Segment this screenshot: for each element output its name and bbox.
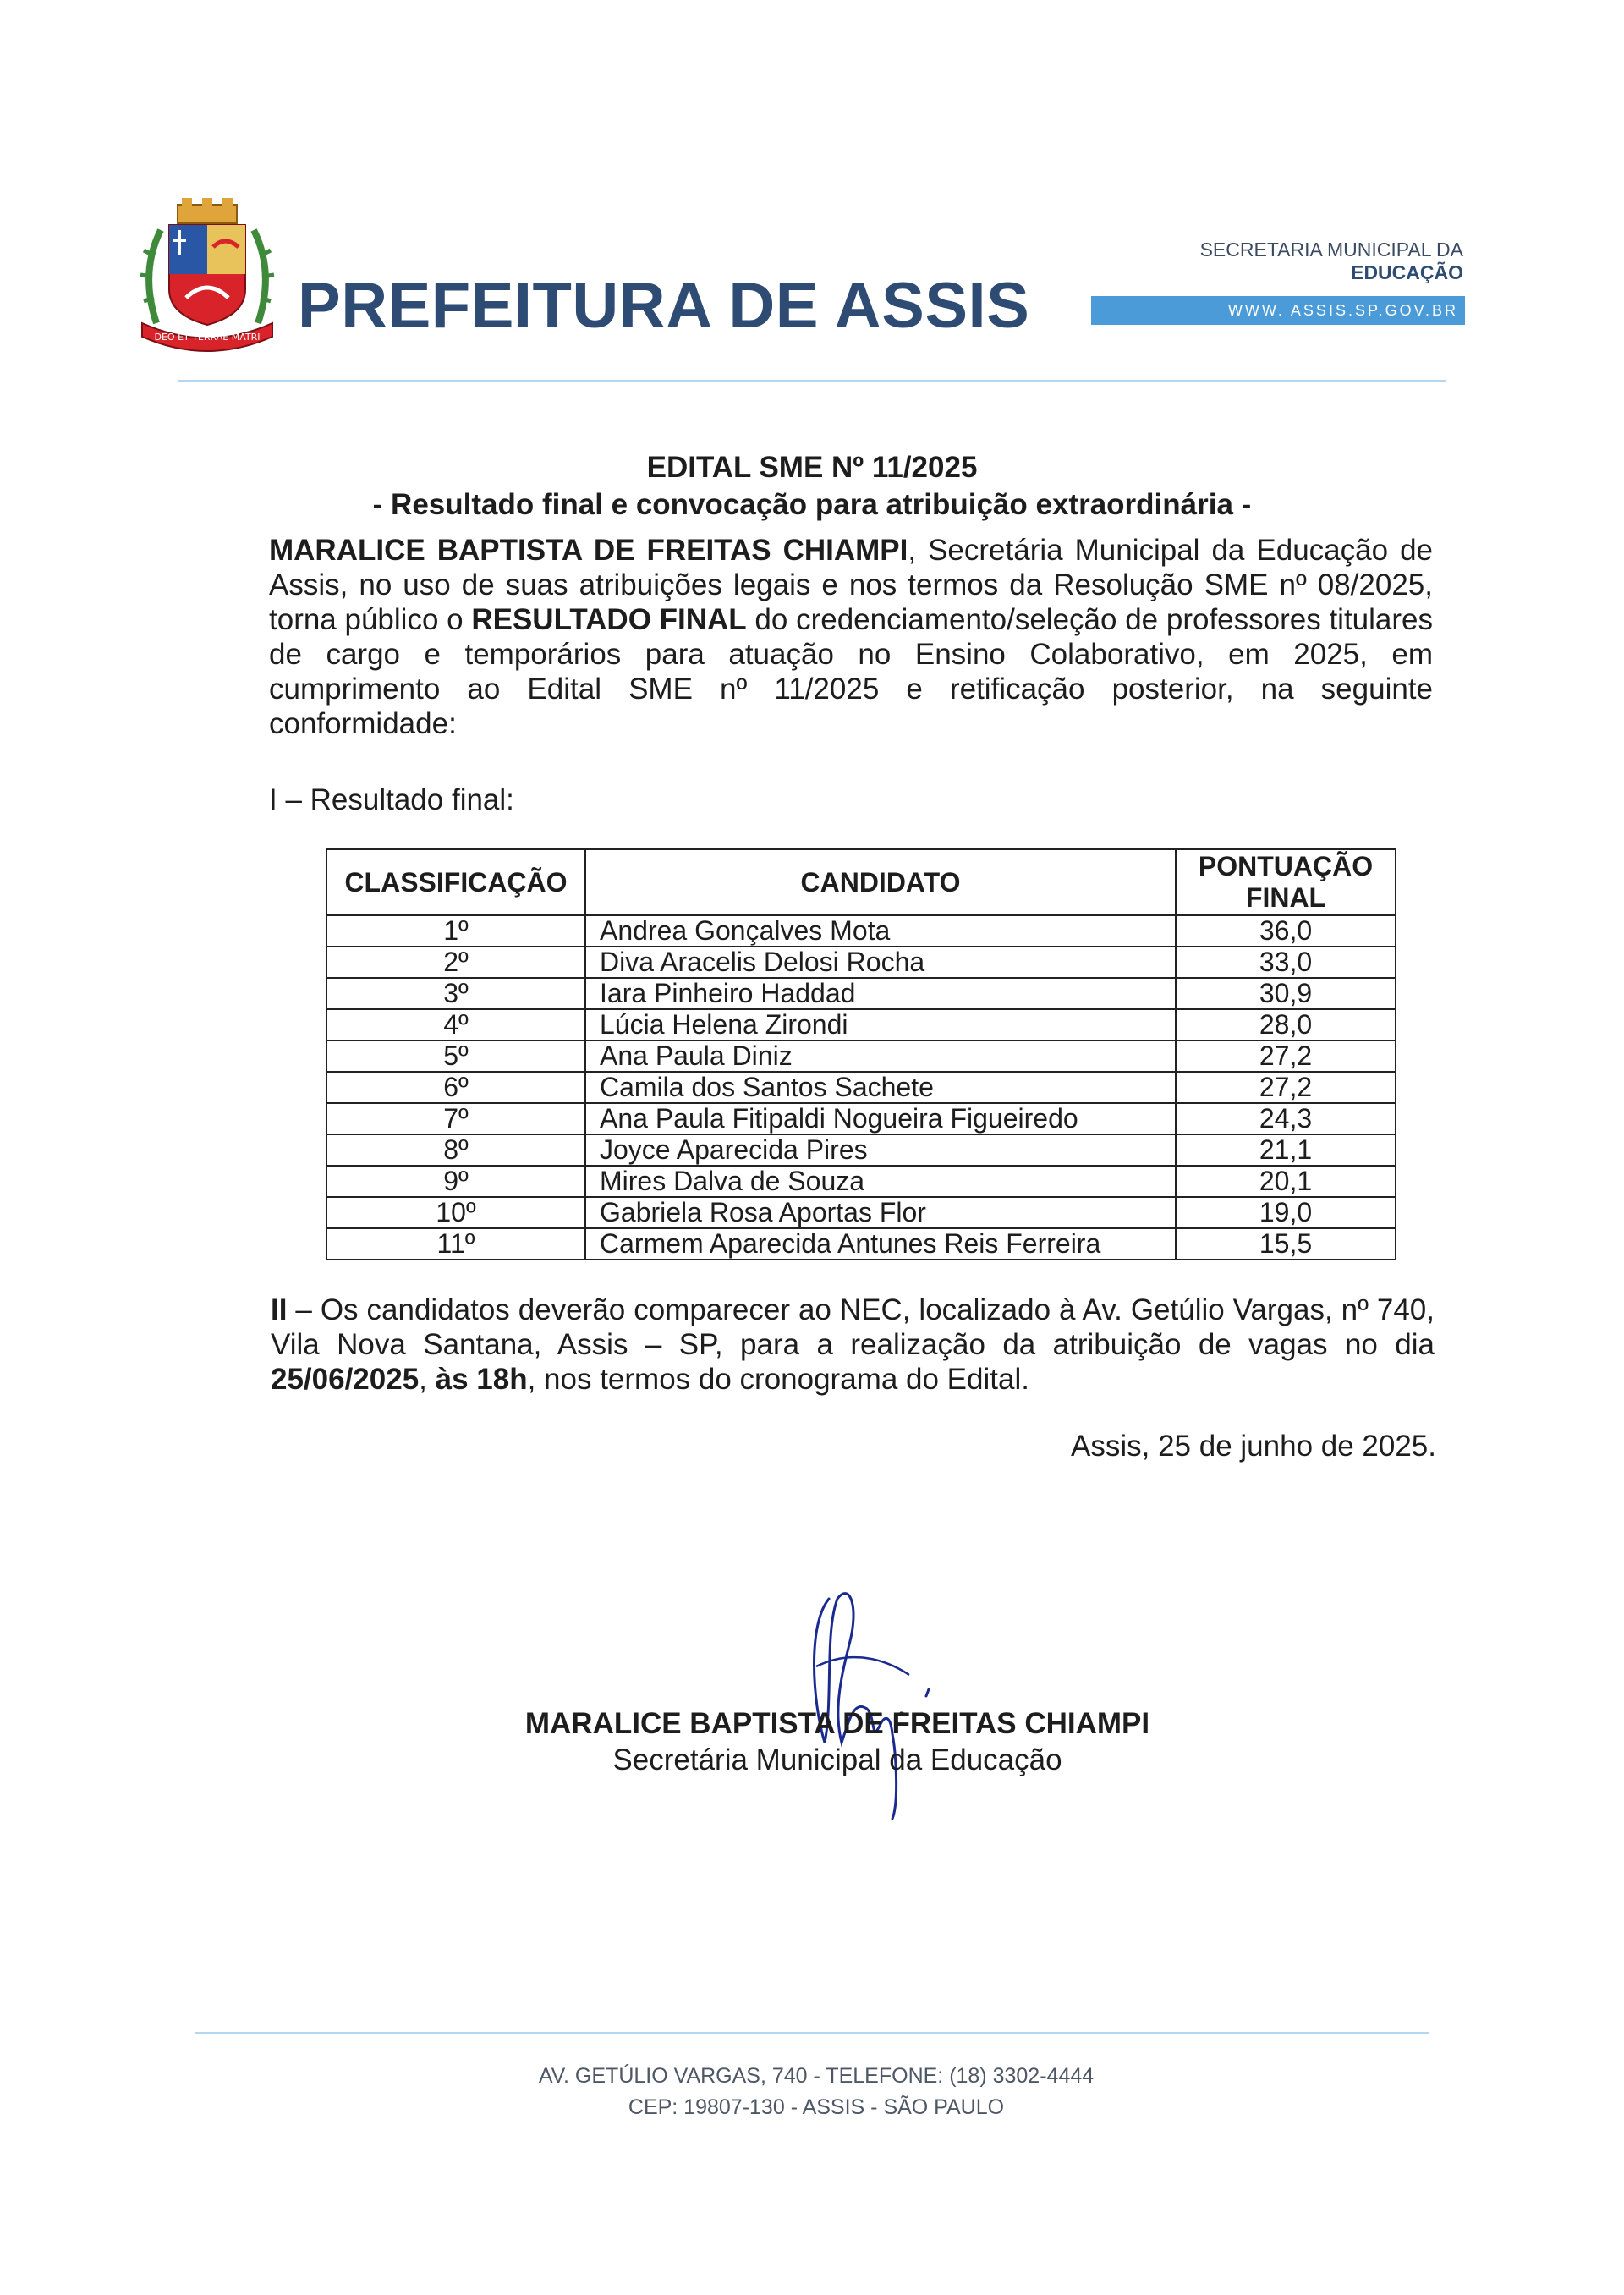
footer-address-line-2: CEP: 19807-130 - ASSIS - SÃO PAULO: [628, 2095, 1005, 2119]
candidate-cell: Mires Dalva de Souza: [585, 1166, 1176, 1197]
section-2-text-2: , nos termos do cronograma do Edital.: [527, 1363, 1029, 1396]
rank-cell: 3º: [326, 978, 585, 1009]
score-cell: 20,1: [1176, 1166, 1396, 1197]
candidate-cell: Ana Paula Fitipaldi Nogueira Figueiredo: [585, 1103, 1176, 1134]
table-row: [326, 1166, 1396, 1197]
header-pontuacao: PONTUAÇÃO FINAL: [1176, 849, 1396, 915]
candidate-cell: Lúcia Helena Zirondi: [585, 1009, 1176, 1040]
score-cell: 19,0: [1176, 1197, 1396, 1228]
intro-text-1: , Secretária Municipal da Educação de Assis, no uso de suas atribuições legais e nos termos da Resolução SME nº 08/2025, torna público o: [269, 534, 1433, 636]
section-1-label: I – Resultado final:: [269, 783, 514, 816]
rank-cell: 10º: [326, 1197, 585, 1228]
header-classificacao: CLASSIFICAÇÃO: [326, 849, 585, 915]
table-row: [326, 978, 1396, 1009]
dateline: Assis, 25 de junho de 2025.: [1071, 1430, 1436, 1463]
footer-divider: [195, 2032, 1429, 2034]
intro-paragraph: [269, 533, 1433, 741]
candidate-cell: Ana Paula Diniz: [585, 1040, 1176, 1072]
rank-cell: 7º: [326, 1103, 585, 1134]
header-candidato: CANDIDATO: [585, 849, 1176, 915]
rank-cell: 6º: [326, 1072, 585, 1103]
score-cell: 27,2: [1176, 1040, 1396, 1072]
table-row: [326, 1228, 1396, 1260]
coat-of-arms-logo: [135, 196, 279, 357]
document-subtitle: - Resultado final e convocação para atribuição extraordinária -: [372, 488, 1252, 521]
candidate-cell: Andrea Gonçalves Mota: [585, 915, 1176, 947]
score-cell: 15,5: [1176, 1228, 1396, 1260]
score-cell: 27,2: [1176, 1072, 1396, 1103]
candidate-cell: Diva Aracelis Delosi Rocha: [585, 947, 1176, 978]
rank-cell: 11º: [326, 1228, 585, 1260]
table-row: [326, 947, 1396, 978]
website-text: WWW. ASSIS.SP.GOV.BR: [1227, 302, 1458, 319]
score-cell: 28,0: [1176, 1009, 1396, 1040]
section-2-date: 25/06/2025: [271, 1363, 420, 1396]
rank-cell: 9º: [326, 1166, 585, 1197]
intro-name: MARALICE BAPTISTA DE FREITAS CHIAMPI: [269, 534, 908, 567]
signatory-role: Secretária Municipal da Educação: [612, 1743, 1062, 1776]
header-divider: [178, 380, 1446, 382]
results-table: [326, 848, 1396, 1260]
coat-motto: DEO ET TERRAE MATRI: [154, 332, 261, 343]
table-row: [326, 1072, 1396, 1103]
candidate-cell: Iara Pinheiro Haddad: [585, 978, 1176, 1009]
table-row: [326, 1134, 1396, 1166]
signatory-name: MARALICE BAPTISTA DE FREITAS CHIAMPI: [524, 1707, 1150, 1740]
section-2-text-1: – Os candidatos deverão comparecer ao NEC, localizado à Av. Getúlio Vargas, nº 740, Vila Nova Santana, Assis – SP, para a realização da atribuição de vagas no dia: [271, 1293, 1435, 1361]
intro-text-2: do credenciamento/seleção de professores titulares de cargo e temporários para atuação no Ensino Colaborativo, em 2025, em cumprimento ao Edital SME nº 11/2025 e retificação posterior, na seguinte conformidade:: [269, 603, 1433, 740]
score-cell: 36,0: [1176, 915, 1396, 947]
score-cell: 30,9: [1176, 978, 1396, 1009]
table-row: [326, 1040, 1396, 1072]
table-row: [326, 1009, 1396, 1040]
document-title: EDITAL SME Nº 11/2025: [646, 451, 978, 484]
table-row: [326, 915, 1396, 947]
section-2-sep: ,: [419, 1363, 436, 1396]
section-2-paragraph: [271, 1293, 1435, 1397]
score-cell: 21,1: [1176, 1134, 1396, 1166]
rank-cell: 5º: [326, 1040, 585, 1072]
candidate-cell: Joyce Aparecida Pires: [585, 1134, 1176, 1166]
section-2-label: II: [271, 1293, 288, 1326]
intro-highlight: RESULTADO FINAL: [471, 603, 747, 636]
rank-cell: 8º: [326, 1134, 585, 1166]
handwritten-signature: [791, 1573, 960, 1827]
prefeitura-brand-title: PREFEITURA DE ASSIS: [298, 270, 1030, 342]
section-2-time: às 18h: [435, 1363, 528, 1396]
table-row: [326, 1103, 1396, 1134]
department-line-1: SECRETARIA MUNICIPAL DA: [1199, 239, 1463, 261]
rank-cell: 2º: [326, 947, 585, 978]
score-cell: 33,0: [1176, 947, 1396, 978]
candidate-cell: Gabriela Rosa Aportas Flor: [585, 1197, 1176, 1228]
table-row: [326, 1197, 1396, 1228]
rank-cell: 4º: [326, 1009, 585, 1040]
candidate-cell: Carmem Aparecida Antunes Reis Ferreira: [585, 1228, 1176, 1260]
department-line-2: EDUCAÇÃO: [1351, 261, 1463, 283]
footer-address-line-1: AV. GETÚLIO VARGAS, 740 - TELEFONE: (18) 3302-4444: [538, 2064, 1095, 2088]
table-header-row: [326, 849, 1396, 915]
candidate-cell: Camila dos Santos Sachete: [585, 1072, 1176, 1103]
rank-cell: 1º: [326, 915, 585, 947]
score-cell: 24,3: [1176, 1103, 1396, 1134]
